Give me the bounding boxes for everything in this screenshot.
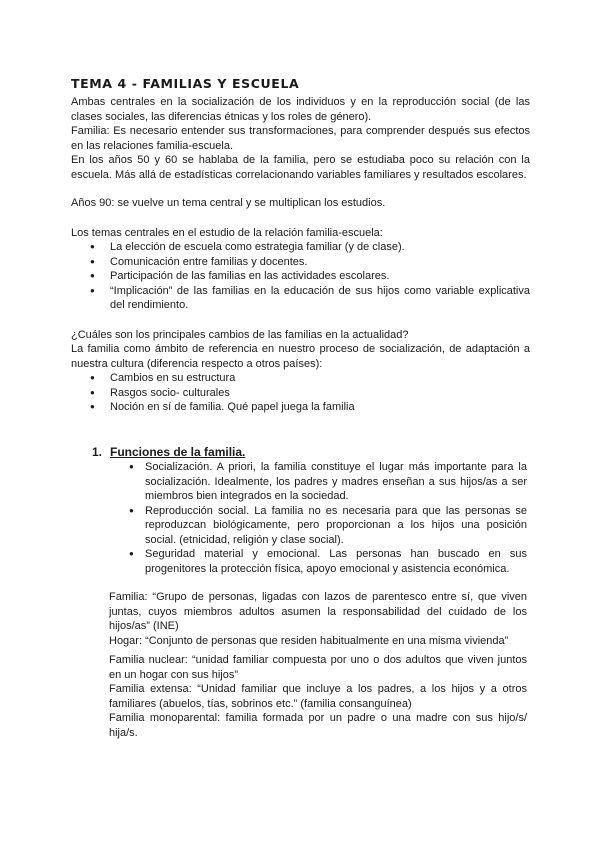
list-item: ● La elección de escuela como estrategia familiar (y de clase). (90, 240, 530, 255)
list-item: ● Comunicación entre familias y docentes. (90, 255, 530, 270)
list-item: ● Reproducción social. La familia no es necesaria para que las personas se reproduzcan biológicamente, pero proporcionan a los hijos una posición social. (etnicidad, religión y clase social). (129, 504, 527, 548)
changes-list (90, 371, 530, 415)
list-item: ● Seguridad material y emocional. Las personas han buscado en sus progenitores la protección física, apoyo emocional y asistencia económica. (129, 547, 527, 576)
list-item: ● Participación de las familias en las actividades escolares. (90, 269, 530, 284)
definition-hogar: Hogar: “Conjunto de personas que residen habitualmente en una misma vivienda” (109, 635, 509, 647)
definition-familia-nuclear: Familia nuclear: “unidad familiar compuesta por uno o dos adultos que viven juntos en un hogar con sus hijos” (109, 654, 527, 681)
list-item: ● Socialización. A priori, la familia constituye el lugar más importante para la socialización. Idealmente, los padres y madres enseñan a sus hijos/as a ser miembros bien integrados en la sociedad. (129, 460, 527, 504)
list-item: ● Noción en sí de familia. Qué papel juega la familia (90, 400, 530, 415)
themes-intro: Los temas centrales en el estudio de la relación familia-escuela: (71, 227, 383, 239)
document-title: TEMA 4 - FAMILIAS Y ESCUELA (71, 76, 300, 91)
definition-familia-extensa: Familia extensa: “Unidad familiar que incluye a los padres, a los hijos y a otros familiares (abuelos, tías, sobrinos etc.” (familia consanguínea) (109, 683, 527, 710)
section-number: 1. (92, 445, 103, 459)
section-title: Funciones de la familia. (110, 445, 246, 459)
intro-paragraph-1: Ambas centrales en la socialización de los individuos y en la reproducción social (de las clases sociales, las diferencias étnicas y los roles de género). (71, 96, 530, 123)
intro-paragraph-4: Años 90: se vuelve un tema central y se multiplican los estudios. (71, 197, 386, 209)
functions-list (129, 460, 527, 576)
question-heading: ¿Cuáles son los principales cambios de las familias en la actualidad? (71, 329, 409, 341)
definition-familia: Familia: “Grupo de personas, ligadas con lazos de parentesco entre sí, que viven juntas, cuyos miembros adultos asumen la responsabilidad del cuidado de los hijos/as” (INE) (109, 591, 527, 632)
list-item: ● “Implicación” de las familias en la educación de sus hijos como variable explicativa del rendimiento. (90, 284, 530, 313)
question-paragraph: La familia como ámbito de referencia en nuestro proceso de socialización, de adaptación a nuestra cultura (diferencia respecto a otros países): (71, 343, 530, 370)
list-item: ● Rasgos socio- culturales (90, 386, 530, 401)
section-heading-functions (92, 445, 245, 459)
list-item: ● Cambios en su estructura (90, 371, 530, 386)
definition-familia-monoparental: Familia monoparental: familia formada por un padre o una madre con sus hijo/s/ hija/s. (109, 712, 527, 739)
intro-paragraph-2: Familia: Es necesario entender sus transformaciones, para comprender después sus efectos en las relaciones familia-escuela. (71, 125, 530, 152)
intro-paragraph-3: En los años 50 y 60 se hablaba de la familia, pero se estudiaba poco su relación con la escuela. Más allá de estadísticas correlacionando variables familiares y resultados escolares. (71, 154, 530, 181)
themes-list (90, 240, 530, 313)
